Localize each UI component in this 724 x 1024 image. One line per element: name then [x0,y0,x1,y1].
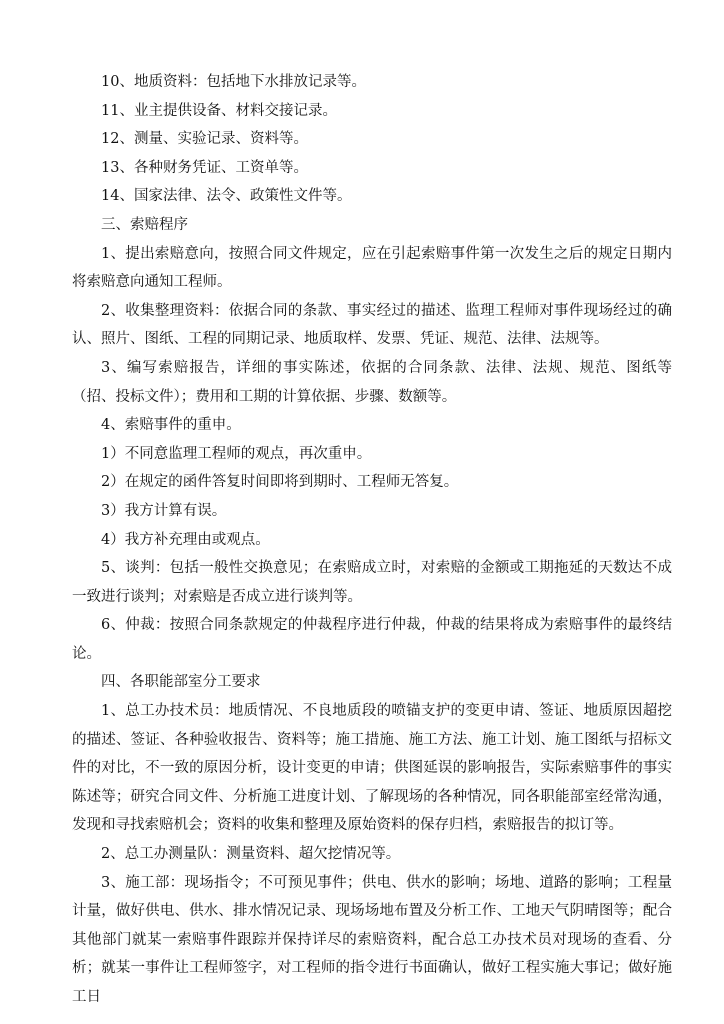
paragraph-substep-3: 3）我方计算有误。 [101,502,227,519]
paragraph-item-14: 14、国家法律、法令、政策性文件等。 [101,188,352,205]
paragraph-item-10: 10、地质资料：包括地下水排放记录等。 [101,74,366,90]
paragraph-item-11: 11、业主提供设备、材料交接记录。 [101,102,337,119]
paragraph-substep-2: 2）在规定的函件答复时间即将到期时、工程师无答复。 [101,474,459,491]
paragraph-step-5: 5、谈判：包括一般性交换意见；在索赔成立时，对索赔的金额或工期拖延的天数达不成一致进行谈判；对索赔是否成立进行谈判等。 [72,560,672,605]
paragraph-step-3: 3、编写索赔报告，详细的事实陈述，依据的合同条款、法律、法规、规范、图纸等（招、投标文件）；费用和工期的计算依据、步骤、数额等。 [72,359,672,405]
paragraph-substep-4: 4）我方补充理由或观点。 [101,531,270,548]
section-heading-claim-procedure: 三、索赔程序 [101,216,188,233]
document-body [72,68,672,1012]
paragraph-item-13: 13、各种财务凭证、工资单等。 [101,159,308,176]
paragraph-step-1: 1、提出索赔意向，按照合同文件规定，应在引起索赔事件第一次发生之后的规定日期内将索赔意向通知工程师。 [72,245,672,291]
section-heading-division-of-duties: 四、各职能部室分工要求 [101,674,261,691]
paragraph-step-2: 2、收集整理资料：依据合同的条款、事实经过的描述、监理工程师对事件现场经过的确认、照片、图纸、工程的同期记录、地质取样、发票、凭证、规范、法律、法规等。 [72,302,672,348]
paragraph-duty-1: 1、总工办技术员：地质情况、不良地质段的喷锚支护的变更申请、签证、地质原因超挖的描述、签证、各种验收报告、资料等；施工措施、施工方法、施工计划、施工图纸与招标文件的对比，不一致的原因分析，设计变更的申请；供图延误的影响报告，实际索赔事件的事实陈述等；研究合同文件、分析施工进度计划、了解现场的各种情况，同各职能部室经常沟通，发现和寻找索赔机会；资料的收集和整理及原始资料的保存归档，索赔报告的拟订等。 [72,703,672,834]
paragraph-step-4: 4、索赔事件的重申。 [101,417,241,434]
paragraph-item-12: 12、测量、实验记录、资料等。 [101,131,308,148]
paragraph-substep-1: 1）不同意监理工程师的观点，再次重申。 [101,445,372,462]
paragraph-duty-2: 2、总工办测量队：测量资料、超欠挖情况等。 [101,846,401,863]
paragraph-step-6: 6、仲裁：按照合同条款规定的仲裁程序进行仲裁，仲裁的结果将成为索赔事件的最终结论。 [72,617,672,662]
paragraph-duty-3: 3、施工部：现场指令；不可预见事件；供电、供水的影响；场地、道路的影响；工程量计量，做好供电、供水、排水情况记录、现场场地布置及分析工作、工地天气阴晴图等；配合其他部门就某一索赔事件跟踪并保持详尽的索赔资料，配合总工办技术员对现场的查看、分析；就某一事件让工程师签字，对工程师的指令进行书面确认，做好工程实施大事记；做好施工日 [72,874,672,1005]
